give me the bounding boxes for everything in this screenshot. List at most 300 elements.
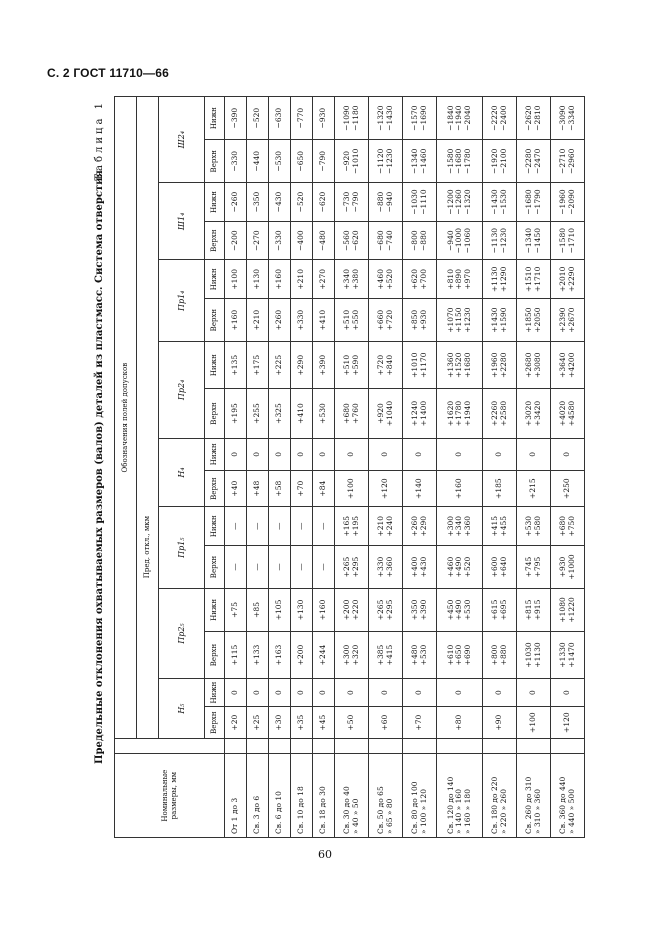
deviation-value: +720 (375, 354, 385, 376)
deviation-value: +1850 (523, 307, 533, 333)
deviation-cell (517, 221, 551, 260)
deviation-cell (369, 588, 403, 631)
deviation-value: — (318, 522, 328, 530)
deviation-value: −730 (341, 191, 351, 213)
deviation-cell: 0 (483, 438, 517, 470)
deviation-value: −880 (418, 230, 428, 251)
deviation-cell (291, 299, 313, 342)
deviation-value: +260 (274, 309, 284, 331)
deviation-cell: +120 (551, 707, 585, 739)
deviation-value: −200 (230, 230, 240, 251)
deviation-value: +920 (375, 403, 385, 424)
deviation-value: −1780 (462, 148, 472, 174)
lower-header: Нижн (205, 588, 225, 631)
deviation-value: +2680 (523, 352, 533, 378)
deviation-value: +1070 (445, 307, 455, 333)
deviation-value: +530 (462, 599, 472, 621)
deviation-value: — (296, 522, 306, 530)
deviation-value: +490 (454, 556, 464, 578)
deviation-cell (517, 389, 551, 438)
deviation-value: +1150 (454, 307, 464, 333)
deviation-cell (313, 588, 335, 631)
page-number: 60 (318, 848, 332, 861)
deviation-cell: 0 (483, 679, 517, 707)
deviation-cell: 0 (551, 679, 585, 707)
deviation-value: +340 (454, 515, 464, 537)
deviation-cell: +90 (483, 707, 517, 739)
deviation-value: −1110 (418, 189, 428, 215)
fields-header: Обозначения полей допусков (115, 97, 137, 739)
deviation-value: Св. 50 до 65 (375, 786, 385, 834)
deviation-value: +400 (409, 556, 419, 578)
deviation-value: −1680 (454, 148, 464, 174)
deviation-cell (225, 507, 247, 546)
deviation-cell (517, 342, 551, 389)
deviation-value: −1430 (489, 189, 499, 215)
deviation-value: +700 (418, 269, 428, 290)
deviation-cell (437, 507, 483, 546)
deviation-value: » 310 » 360 (532, 789, 542, 834)
spacer-cell (269, 739, 291, 754)
deviation-value: −260 (230, 191, 240, 213)
deviation-cell (551, 389, 585, 438)
deviation-value: −270 (252, 230, 262, 251)
deviation-value: +450 (445, 599, 455, 621)
deviation-cell (551, 97, 585, 140)
deviation-value: +520 (462, 556, 472, 578)
deviation-cell (437, 299, 483, 342)
deviation-cell (483, 260, 517, 299)
deviation-value: +1400 (418, 400, 428, 427)
upper-header: Верхн (205, 631, 225, 678)
deviation-value: −400 (296, 230, 306, 251)
deviation-cell (437, 260, 483, 299)
deviation-value: −1090 (341, 105, 351, 131)
deviation-cell (269, 342, 291, 389)
deviation-cell (291, 588, 313, 631)
deviation-cell (335, 631, 369, 678)
deviation-value: » 65 » 80 (384, 798, 394, 834)
deviation-value: +1360 (445, 352, 455, 378)
deviation-cell (483, 221, 517, 260)
deviation-value: — (252, 522, 262, 530)
deviation-cell (313, 546, 335, 589)
deviation-value: От 1 до 3 (230, 797, 240, 834)
deviation-value: +1470 (566, 642, 576, 668)
lower-header: Нижн (205, 507, 225, 546)
deviation-value: +620 (409, 269, 419, 290)
deviation-value: +320 (350, 644, 360, 666)
deviation-cell (291, 183, 313, 222)
deviation-cell (551, 183, 585, 222)
deviation-value: −1690 (418, 105, 428, 131)
deviation-cell (335, 221, 369, 260)
deviation-cell (225, 140, 247, 183)
deviation-value: +1220 (566, 597, 576, 623)
group-header: Пр1₅ (159, 507, 205, 589)
group-header: Пр2₄ (159, 342, 205, 439)
deviation-value: +2670 (566, 307, 576, 333)
deviation-value: +195 (230, 403, 240, 424)
deviation-cell (247, 183, 269, 222)
deviation-cell (247, 631, 269, 678)
spacer-cell (483, 739, 517, 754)
deviation-cell: +60 (369, 707, 403, 739)
deviation-cell (247, 588, 269, 631)
size-cell (551, 754, 585, 838)
deviation-value: −770 (296, 107, 306, 129)
deviation-cell: 0 (225, 438, 247, 470)
deviation-value: +510 (341, 354, 351, 376)
deviation-value: +680 (557, 515, 567, 537)
deviation-value: +163 (274, 644, 284, 666)
deviation-cell (437, 546, 483, 589)
deviation-cell: +35 (291, 707, 313, 739)
deviation-cell (269, 97, 291, 140)
deviation-value: +745 (523, 556, 533, 578)
deviation-value: — (318, 563, 328, 571)
deviation-cell (483, 140, 517, 183)
deviation-value: +225 (274, 354, 284, 376)
deviation-value: » 140 » 160 (454, 789, 464, 834)
deviation-value: Св. 3 до 6 (252, 795, 262, 834)
deviation-cell: +48 (247, 470, 269, 507)
pred-otkl-header: Пред. откл., мкм (137, 97, 159, 739)
deviation-cell (247, 260, 269, 299)
lower-header: Нижн (205, 679, 225, 707)
spacer-cell (247, 739, 269, 754)
group-header: Н₄ (159, 438, 205, 507)
deviation-value: +115 (230, 644, 240, 666)
deviation-value: +1430 (489, 307, 499, 333)
deviation-value: +610 (445, 644, 455, 666)
deviation-value: −1320 (462, 189, 472, 215)
deviation-value: −1010 (350, 148, 360, 174)
deviation-value: −440 (252, 150, 262, 172)
deviation-cell: +80 (437, 707, 483, 739)
deviation-cell: 0 (403, 438, 437, 470)
deviation-cell (247, 140, 269, 183)
deviation-cell (335, 260, 369, 299)
deviation-cell (403, 507, 437, 546)
deviation-value: +460 (375, 269, 385, 290)
group-header: Пр2₅ (159, 588, 205, 678)
deviation-value: +160 (274, 269, 284, 290)
deviation-value: +265 (375, 599, 385, 621)
deviation-cell (403, 631, 437, 678)
deviation-cell: +30 (269, 707, 291, 739)
lower-header: Нижн (205, 438, 225, 470)
size-cell (291, 754, 313, 838)
deviation-cell (517, 631, 551, 678)
table-row (369, 97, 403, 838)
deviation-cell (269, 183, 291, 222)
table-row (269, 97, 291, 838)
deviation-value: +600 (489, 556, 499, 578)
deviation-value: +410 (318, 309, 328, 331)
deviation-cell (483, 342, 517, 389)
deviation-cell (369, 97, 403, 140)
deviation-value: Св. 80 до 100 (409, 781, 419, 834)
deviation-value: Св. 180 до 220 (489, 776, 499, 834)
spacer-cell (335, 739, 369, 754)
deviation-cell (335, 183, 369, 222)
deviation-cell (403, 389, 437, 438)
deviation-cell (551, 299, 585, 342)
deviation-value: −2710 (557, 148, 567, 174)
deviation-cell (225, 97, 247, 140)
deviation-value: −3090 (557, 105, 567, 131)
deviation-cell (335, 299, 369, 342)
deviation-value: +195 (350, 515, 360, 537)
deviation-value: +2290 (566, 266, 576, 293)
deviation-value: Св. 360 до 440 (557, 776, 567, 834)
deviation-cell (403, 221, 437, 260)
table-label: Таблица 1 (94, 100, 105, 181)
deviation-value: +300 (445, 515, 455, 537)
deviation-cell: 0 (403, 679, 437, 707)
deviation-value: +300 (341, 644, 351, 666)
deviation-cell (225, 221, 247, 260)
deviation-value: −1840 (445, 105, 455, 131)
deviation-cell: 0 (437, 679, 483, 707)
deviation-cell (403, 299, 437, 342)
deviation-cell: +250 (551, 470, 585, 507)
deviation-value: −1920 (489, 148, 499, 174)
deviation-value: — (274, 563, 284, 571)
deviation-value: +530 (418, 644, 428, 666)
deviation-cell: +70 (403, 707, 437, 739)
deviation-value: +1130 (489, 266, 499, 293)
deviation-value: +290 (418, 515, 428, 537)
deviation-cell (437, 97, 483, 140)
deviation-cell (483, 631, 517, 678)
deviation-value: +520 (384, 269, 394, 290)
deviation-cell (225, 631, 247, 678)
size-cell (437, 754, 483, 838)
deviation-value: +890 (454, 269, 464, 290)
deviation-cell (517, 588, 551, 631)
deviation-cell (437, 140, 483, 183)
deviation-cell (369, 221, 403, 260)
deviation-cell: 0 (437, 438, 483, 470)
table-row (291, 97, 313, 838)
spacer-header (115, 739, 225, 754)
deviation-cell (437, 183, 483, 222)
deviation-cell (225, 342, 247, 389)
deviation-value: +1080 (557, 597, 567, 623)
group-header: Пр1₄ (159, 260, 205, 342)
deviation-value: +580 (532, 515, 542, 537)
table-row (483, 97, 517, 838)
deviation-value: −1230 (384, 148, 394, 174)
group-header: Ш1₄ (159, 183, 205, 260)
deviation-value: −2810 (532, 105, 542, 131)
deviation-value: −330 (274, 230, 284, 251)
deviation-cell (269, 140, 291, 183)
deviation-value: −1570 (409, 105, 419, 131)
deviation-cell (517, 299, 551, 342)
size-cell (269, 754, 291, 838)
deviation-cell (269, 546, 291, 589)
deviation-value: +330 (375, 556, 385, 578)
deviation-value: +3420 (532, 400, 542, 427)
deviation-cell (369, 631, 403, 678)
deviation-value: +2280 (498, 352, 508, 378)
deviation-value: −530 (274, 150, 284, 172)
deviation-value: −1710 (566, 228, 576, 254)
deviation-cell: 0 (291, 438, 313, 470)
deviation-value: +265 (341, 556, 351, 578)
table-row (313, 97, 335, 838)
deviation-cell (225, 260, 247, 299)
deviation-value: −620 (350, 230, 360, 251)
deviation-cell (247, 221, 269, 260)
deviation-cell: +160 (437, 470, 483, 507)
deviation-cell (247, 507, 269, 546)
table-row (517, 97, 551, 838)
deviation-cell (551, 588, 585, 631)
deviation-value: −350 (252, 191, 262, 213)
deviation-value: +255 (252, 403, 262, 424)
deviation-cell (269, 221, 291, 260)
deviation-cell (313, 299, 335, 342)
deviation-value: +290 (296, 354, 306, 376)
upper-header: Верхн (205, 470, 225, 507)
deviation-value: +970 (462, 269, 472, 290)
deviation-cell: +70 (291, 470, 313, 507)
deviation-value: −1340 (523, 228, 533, 254)
deviation-value: — (252, 563, 262, 571)
size-cell (369, 754, 403, 838)
deviation-cell: 0 (247, 679, 269, 707)
upper-header: Верхн (205, 140, 225, 183)
deviation-value: +1520 (454, 352, 464, 378)
size-cell (247, 754, 269, 838)
deviation-value: −390 (230, 107, 240, 129)
deviation-cell (403, 342, 437, 389)
deviation-cell (551, 342, 585, 389)
rotated-table-block (96, 96, 622, 838)
deviation-cell (369, 299, 403, 342)
deviation-value: +390 (318, 354, 328, 376)
deviation-value: −1940 (454, 105, 464, 131)
spacer-cell (291, 739, 313, 754)
deviation-value: +640 (498, 556, 508, 578)
deviation-value: +210 (252, 309, 262, 331)
deviation-cell (551, 631, 585, 678)
deviation-cell (225, 299, 247, 342)
deviation-value: +660 (375, 309, 385, 331)
deviation-cell (225, 389, 247, 438)
deviation-cell: +140 (403, 470, 437, 507)
deviation-value: — (274, 522, 284, 530)
deviation-value: +2390 (557, 307, 567, 333)
deviation-value: +1680 (462, 352, 472, 378)
deviation-value: −1680 (523, 189, 533, 215)
deviation-cell (269, 588, 291, 631)
deviation-cell (291, 546, 313, 589)
spacer-cell (517, 739, 551, 754)
deviation-value: +385 (375, 644, 385, 666)
deviation-value: −1060 (462, 228, 472, 254)
deviation-value: +760 (350, 403, 360, 424)
deviation-cell: +185 (483, 470, 517, 507)
deviation-value: +1780 (454, 400, 464, 427)
deviation-value: +480 (409, 644, 419, 666)
deviation-cell: +45 (313, 707, 335, 739)
deviation-cell (517, 97, 551, 140)
deviation-value: +1130 (532, 642, 542, 668)
deviation-value: +1510 (523, 266, 533, 293)
deviation-cell (269, 299, 291, 342)
deviation-value: +350 (409, 599, 419, 621)
deviation-value: −620 (318, 191, 328, 213)
table-row (551, 97, 585, 838)
deviation-value: −3340 (566, 105, 576, 131)
deviation-cell: +100 (335, 470, 369, 507)
deviation-cell (403, 588, 437, 631)
deviation-value: −2040 (462, 105, 472, 131)
table-title: Предельные отклонения охватываемых размеров (валов) деталей из пластмасс. Система отверстия (94, 170, 105, 764)
deviation-value: Св. 10 до 18 (296, 786, 306, 834)
deviation-value: −330 (230, 150, 240, 172)
deviation-value: −1580 (445, 148, 455, 174)
deviation-cell (403, 140, 437, 183)
deviation-value: +680 (341, 403, 351, 424)
deviation-value: +390 (418, 599, 428, 621)
deviation-value: +380 (350, 269, 360, 290)
deviation-value: −940 (445, 230, 455, 251)
deviation-value: +800 (489, 644, 499, 666)
deviation-value: −1130 (489, 228, 499, 254)
deviation-value: +1040 (384, 400, 394, 427)
deviation-value: −2400 (498, 105, 508, 131)
spacer-cell (313, 739, 335, 754)
deviation-cell (483, 389, 517, 438)
deviation-cell (269, 507, 291, 546)
deviation-cell (225, 546, 247, 589)
deviation-cell (313, 631, 335, 678)
deviation-value: −1430 (384, 105, 394, 131)
spacer-cell (403, 739, 437, 754)
deviation-cell (291, 260, 313, 299)
deviation-cell (437, 221, 483, 260)
deviation-value: +530 (318, 403, 328, 424)
deviation-value: +690 (462, 644, 472, 666)
deviation-cell (313, 183, 335, 222)
nominal-sizes-header: Номинальные размеры, мм (115, 754, 225, 838)
deviation-cell (369, 389, 403, 438)
deviation-value: −1460 (418, 148, 428, 174)
deviation-cell (313, 140, 335, 183)
deviation-value: +210 (375, 515, 385, 537)
deviation-value: −1120 (375, 148, 385, 174)
deviation-cell (225, 183, 247, 222)
deviation-cell: +50 (335, 707, 369, 739)
deviation-value: −930 (318, 107, 328, 129)
deviation-value: +1330 (557, 642, 567, 668)
deviation-value: −2220 (489, 105, 499, 131)
deviation-cell: 0 (269, 438, 291, 470)
deviation-cell: 0 (225, 679, 247, 707)
deviation-cell (335, 140, 369, 183)
deviation-value: +1290 (498, 266, 508, 293)
deviation-value: — (296, 563, 306, 571)
deviation-value: +415 (384, 644, 394, 666)
deviation-cell (247, 389, 269, 438)
deviation-cell (313, 507, 335, 546)
